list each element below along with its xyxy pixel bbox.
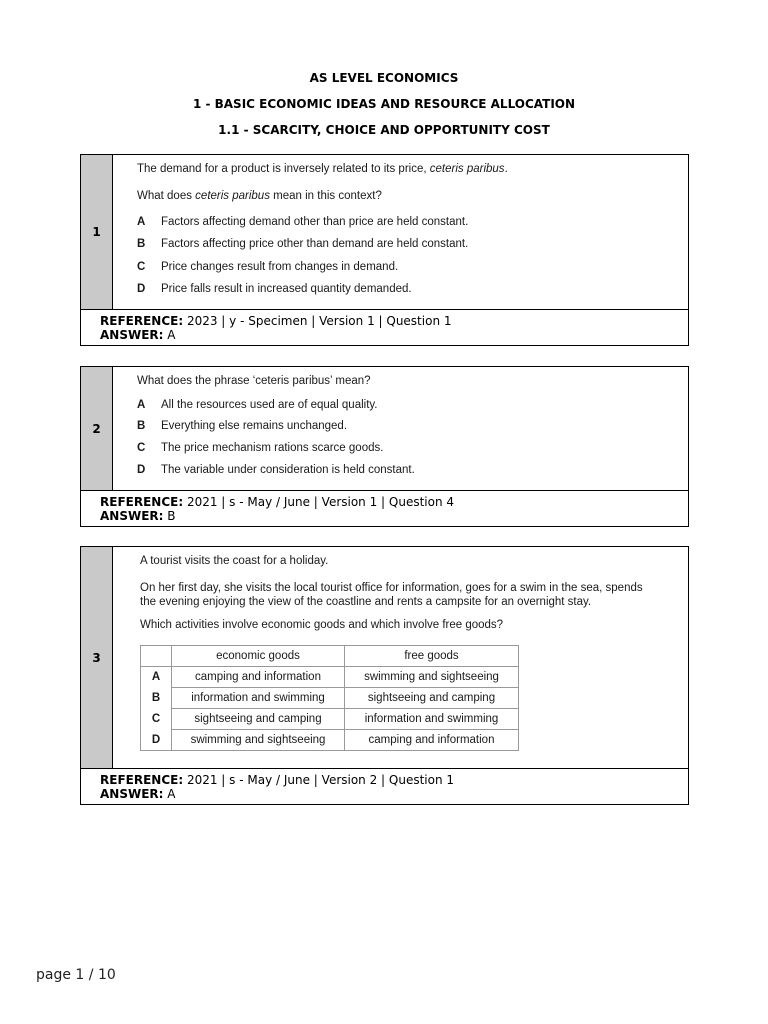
question-prompt: Which activities involve economic goods and which involve free goods?	[140, 619, 504, 631]
question-stem: What does the phrase ‘ceteris paribus’ mean?	[137, 375, 371, 387]
option-c: C The price mechanism rations scarce goods.	[137, 442, 384, 454]
answer-text: A	[167, 787, 176, 801]
subtopic-heading: 1.1 - SCARCITY, CHOICE AND OPPORTUNITY COST	[218, 123, 550, 137]
question-card-2	[80, 366, 689, 527]
option-b: B Everything else remains unchanged.	[137, 420, 348, 432]
option-d: D Price falls result in increased quantity demanded.	[137, 283, 412, 295]
question-scenario: On her first day, she visits the local tourist office for information, goes for a swim in the sea, spends the evening enjoying the view of the coastline and rents a campsite for an overnight stay.	[140, 582, 643, 608]
reference-block: REFERENCE: 2021 | s - May / June | Version 1 | Question 4 ANSWER: B	[100, 495, 455, 523]
column-header-free: free goods	[345, 646, 519, 667]
question-card-1	[80, 154, 689, 346]
reference-text: 2021 | s - May / June | Version 1 | Question 4	[186, 495, 455, 509]
table-row: C sightseeing and camping information and swimming	[141, 709, 519, 730]
table-row: B information and swimming sightseeing and camping	[141, 688, 519, 709]
question-number: 2	[81, 367, 113, 490]
question-stem: The demand for a product is inversely related to its price, ceteris paribus.	[137, 163, 508, 175]
question-number: 3	[81, 547, 113, 768]
option-a: A Factors affecting demand other than price are held constant.	[137, 216, 469, 228]
question-stem: A tourist visits the coast for a holiday.	[140, 555, 329, 567]
page-title: AS LEVEL ECONOMICS	[309, 71, 459, 85]
option-d: D The variable under consideration is held constant.	[137, 464, 415, 476]
option-a: A All the resources used are of equal quality.	[137, 399, 378, 411]
reference-text: 2023 | y - Specimen | Version 1 | Question 1	[186, 314, 452, 328]
table-row: A camping and information swimming and sightseeing	[141, 667, 519, 688]
answer-text: B	[167, 509, 176, 523]
option-c: C Price changes result from changes in demand.	[137, 261, 399, 273]
column-header-economic: economic goods	[172, 646, 345, 667]
question-content	[113, 155, 688, 309]
question-prompt: What does ceteris paribus mean in this context?	[137, 190, 382, 202]
question-content	[113, 547, 688, 768]
reference-block: REFERENCE: 2023 | y - Specimen | Version 1 | Question 1 ANSWER: A	[100, 314, 452, 342]
reference-text: 2021 | s - May / June | Version 2 | Question 1	[186, 773, 455, 787]
topic-heading: 1 - BASIC ECONOMIC IDEAS AND RESOURCE ALLOCATION	[192, 97, 576, 111]
page-number: page 1 / 10	[36, 967, 116, 983]
question-card-3	[80, 546, 689, 805]
question-content	[113, 367, 688, 490]
goods-table	[140, 645, 519, 751]
reference-block: REFERENCE: 2021 | s - May / June | Version 2 | Question 1 ANSWER: A	[100, 773, 455, 801]
question-number: 1	[81, 155, 113, 309]
table-header-row	[141, 646, 519, 667]
answer-text: A	[167, 328, 176, 342]
table-row: D swimming and sightseeing camping and information	[141, 730, 519, 751]
option-b: B Factors affecting price other than demand are held constant.	[137, 238, 469, 250]
